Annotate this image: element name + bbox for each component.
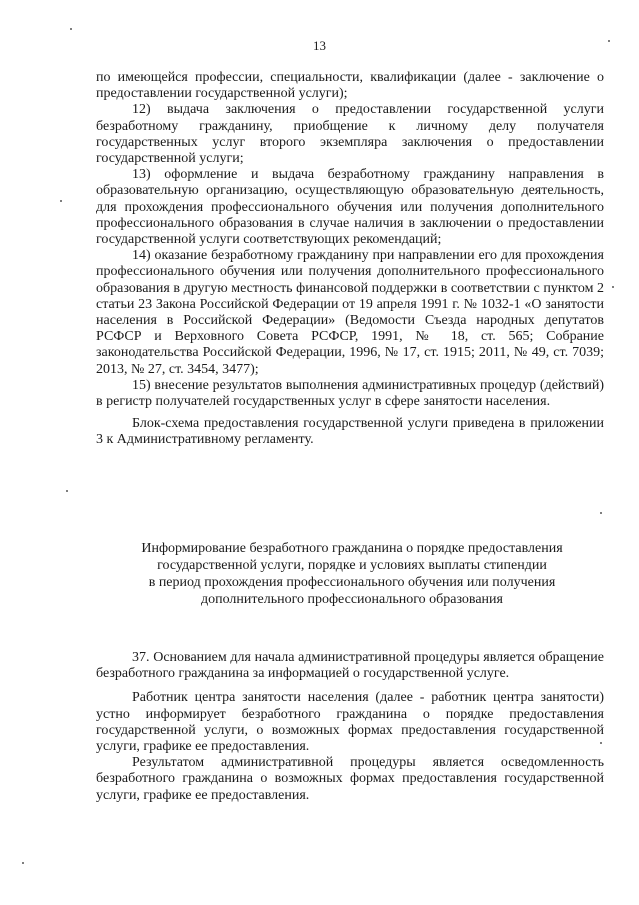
section-heading-line: Информирование безработного гражданина о порядке предоставления: [141, 541, 563, 556]
list-item-12: 12) выдача заключения о предоставлении государственной услуги безработному гражданину, приобщение к личному делу получателя государственных услуг второго экземпляра заключения о предоставлении государственной услуги;: [96, 102, 604, 167]
section-heading-line: государственной услуги, порядке и условиях выплаты стипендии: [157, 558, 547, 573]
scan-speck: [60, 200, 62, 202]
scan-speck: [600, 512, 602, 514]
paragraph-37: 37. Основанием для начала административной процедуры является обращение безработного гражданина за информацией о государственной услуге.: [96, 650, 604, 682]
scan-speck: [612, 286, 614, 288]
scan-speck: [600, 742, 602, 744]
body-text-top: [96, 70, 604, 449]
list-item-15: 15) внесение результатов выполнения административных процедур (действий) в регистр получателей государственных услуг в сфере занятости населения.: [96, 377, 604, 410]
page-number: 13: [313, 38, 326, 53]
list-item-13: 13) оформление и выдача безработному гражданину направления в образовательную организацию, осуществляющую образовательную деятельность, для прохождения профессионального обучения или получения дополнительного профессионального образования в случае наличия в заключении о предоставлении государственной услуги соответствующих рекомендаций;: [96, 167, 604, 248]
flowchart-reference: Блок-схема предоставления государственной услуги приведена в приложении 3 к Административному регламенту.: [96, 416, 604, 448]
paragraph-informing: Работник центра занятости населения (далее - работник центра занятости) устно информирует безработного гражданина о порядке предоставления государственной услуги, о возможных формах предоставления государственной услуги, графике ее предоставления.: [96, 690, 604, 755]
body-text-bottom: [96, 650, 604, 804]
paragraph-continuation: по имеющейся профессии, специальности, квалификации (далее - заключение о предоставлении государственной услуги);: [96, 70, 604, 102]
paragraph-result: Результатом административной процедуры является осведомленность безработного гражданина о возможных формах предоставления государственной услуги, графике ее предоставления.: [96, 755, 604, 803]
scan-speck: [66, 490, 68, 492]
scan-speck: [22, 862, 24, 864]
scan-speck: [70, 28, 72, 30]
section-heading: [110, 540, 594, 608]
list-item-14: 14) оказание безработному гражданину при направлении его для прохождения профессионального обучения или получения дополнительного профессионального образования в другую местность финансовой поддержки в соответствии с пунктом 2 статьи 23 Закона Российской Федерации от 19 апреля 1991 г. № 1032-1 «О занятости населения в Российской Федерации» (Ведомости Съезда народных депутатов РСФСР и Верховного Совета РСФСР, 1991, № 18, ст. 565; Собрание законодательства Российской Федерации, 1996, № 17, ст. 1915; 2011, № 49, ст. 7039; 2013, № 27, ст. 3454, 3477);: [96, 248, 604, 377]
scan-speck: [608, 40, 610, 42]
section-heading-line: дополнительного профессионального образования: [201, 592, 503, 607]
section-heading-line: в период прохождения профессионального обучения или получения: [148, 575, 556, 590]
